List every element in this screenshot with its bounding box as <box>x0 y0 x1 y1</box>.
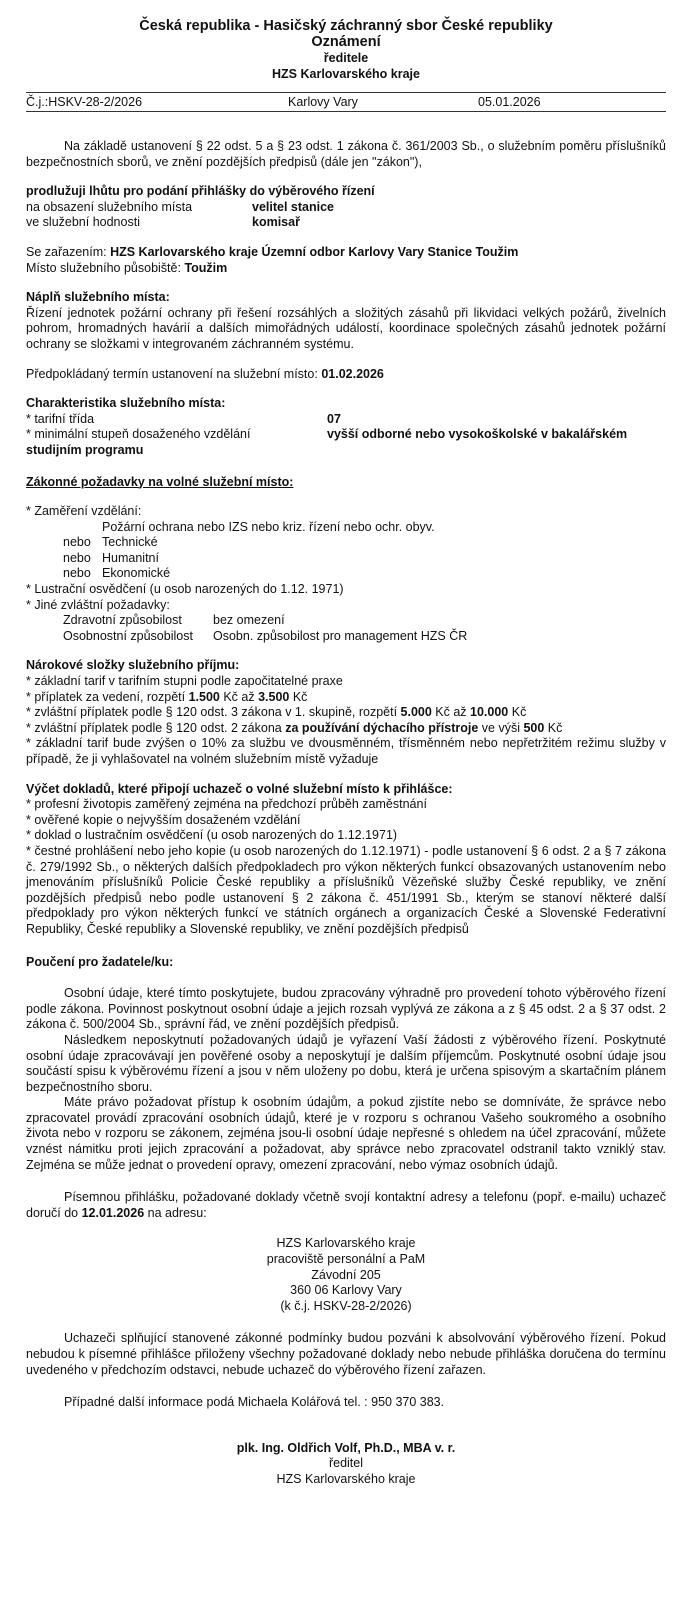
education-focus-label: * Zaměření vzdělání: <box>26 504 142 519</box>
salary-item-5: * základní tarif bude zvýšen o 10% za službu ve dvousměnném, třísměnném nebo nepřetržitém režimu služby v případě, že ji vyhlašovatel na volném služebním místě vyžaduje <box>26 736 666 766</box>
personality-label: Osobnostní způsobilost <box>63 628 193 643</box>
instructions-paragraph-3: Máte právo požadovat přístup k osobním údajům, a pokud zjistíte nebo se domníváte, že správce nebo zpracovatel provádí zpracování osobních údajů, které je v rozporu s ochranou Vašeho soukromého a osobního života nebo v rozporu se zákonem, zejména jsou-li osobní údaje nepřesné s ohledem na účel zpracování, můžete vznést námitku proti jejich zpracování a požadovat, aby správce nebo zpracovatel odstranil takto vzniklý stav. Zejména se může jednat o provedení opravy, omezení zpracování, nebo výmaz osobních údajů. <box>26 1095 666 1172</box>
salary-item-4: * zvláštní příplatek podle § 120 odst. 2 zákona za používání dýchacího přístroje ve výši 500 Kč <box>26 720 563 735</box>
salary-item-1: * základní tarif v tarifním stupni podle započitatelné praxe <box>26 674 343 689</box>
address-line-2: pracoviště personální a PaM <box>266 1252 426 1267</box>
header-line-1: Česká republika - Hasičský záchranný sbor České republiky <box>139 18 553 34</box>
document-item-4: * čestné prohlášení nebo jeho kopie (u osob narozených do 1.12.1971) - podle ustanovení § 6 odst. 2 a § 7 zákona č. 279/1992 Sb., o některých dalších předpokladech pro výkon některých funkcí obsazovaných ustanovením nebo jmenováním příslušníků Policie České republiky a příslušníků Vězeňské služby České republiky, ve znění pozdějších předpisů nebo podle ustanovení § 2 zákona č. 451/1991 Sb., kterým se stanoví některé další předpoklady pro výkon některých funkcí ve státních orgánech a organizacích České a Slovenské Federativní Republiky, České republiky a Slovenské republiky, ve znění pozdějších předpisů <box>26 843 666 936</box>
reference-number: Č.j.:HSKV-28-2/2026 <box>26 95 143 109</box>
document-item-3: * doklad o lustračním osvědčení (u osob narozených do 1.12.1971) <box>26 828 398 843</box>
job-content-block <box>26 290 666 352</box>
requirements-title: Zákonné požadavky na volné služební místo: <box>26 474 294 489</box>
start-term-label: Předpokládaný termín ustanovení na služební místo: <box>26 366 318 381</box>
or-word: nebo <box>63 535 91 550</box>
field-3: Humanitní <box>102 550 159 565</box>
intro-paragraph: Na základě ustanovení § 22 odst. 5 a § 23 odst. 1 zákona č. 361/2003 Sb., o služebním poměru příslušníků bezpečnostních sborů, ve znění pozdějších předpisů (dále jen "zákon"), <box>26 139 666 169</box>
address-line-5: (k č.j. HSKV-28-2/2026) <box>280 1298 412 1313</box>
extension-title: prodlužuji lhůtu pro podání přihlášky do výběrového řízení <box>26 184 375 199</box>
lustration-requirement: * Lustrační osvědčení (u osob narozených do 1.12. 1971) <box>26 582 344 597</box>
instructions-title: Poučení pro žadatele/ku: <box>26 954 174 969</box>
reference-row <box>26 93 666 112</box>
signatory-role: ředitel <box>328 1456 364 1471</box>
or-word: nebo <box>63 566 91 581</box>
signatory-name: plk. Ing. Oldřich Volf, Ph.D., MBA v. r. <box>236 1440 456 1455</box>
document-item-2: * ověřené kopie o nejvyšším dosaženém vzdělání <box>26 812 301 827</box>
documents-title: Výčet dokladů, které připojí uchazeč o volné služební místo k přihlášce: <box>26 781 453 796</box>
salary-block <box>26 658 666 767</box>
characteristics-block <box>26 396 666 458</box>
health-value: bez omezení <box>213 613 285 628</box>
extension-block <box>26 184 666 231</box>
address-block <box>26 1236 666 1314</box>
assignment-value: HZS Karlovarského kraje Územní odbor Karlovy Vary Stanice Toužim <box>110 244 519 259</box>
address-line-1: HZS Karlovarského kraje <box>276 1236 416 1251</box>
instructions-block <box>26 955 666 1174</box>
health-label: Zdravotní způsobilost <box>63 613 182 628</box>
header-line-3: ředitele <box>323 51 369 65</box>
or-word: nebo <box>63 550 91 565</box>
closing-paragraph: Uchazeči splňující stanovené zákonné podmínky budou pozváni k absolvování výběrového řízení. Pokud nebudou k písemné přihlášce přiloženy všechny požadované doklady nebo nebude přihláška doručena do termínu uvedeného v předchozím odstavci, nebude uchazeč do výběrového řízení zařazen. <box>26 1331 666 1377</box>
signatory-org: HZS Karlovarského kraje <box>276 1471 416 1486</box>
signature-block <box>26 1441 666 1488</box>
reference-date: 05.01.2026 <box>478 95 541 109</box>
education-label: * minimální stupeň dosaženého vzdělání <box>26 427 251 442</box>
education-value: vyšší odborné nebo vysokoškolské v bakalářském <box>327 427 628 442</box>
position-label: na obsazení služebního místa <box>26 199 193 214</box>
duty-place-value: Toužim <box>184 260 228 275</box>
salary-item-3: * zvláštní příplatek podle § 120 odst. 3 zákona v 1. skupině, rozpětí 5.000 Kč až 10.000 Kč <box>26 705 527 720</box>
instructions-paragraph-2: Následkem neposkytnutí požadovaných údajů je vyřazení Vaší žádosti z výběrového řízení. Poskytnuté osobní údaje zpracovávají jen pověřené osoby a neposkytují je dalším příjemcům. Poskytnuté osobní údaje jsou součástí spisu k výběrovému řízení a jsou v něm uloženy po dobu, která je určena spisovým a skartačním plánem bezpečnostního sboru. <box>26 1032 666 1094</box>
tariff-class-label: * tarifní třída <box>26 411 95 426</box>
field-1: Požární ochrana nebo IZS nebo kriz. řízení nebo ochr. obyv. <box>102 519 435 534</box>
contact-info: Případné další informace podá Michaela Kolářová tel. : 950 370 383. <box>64 1395 445 1410</box>
job-content-title: Náplň služebního místa: <box>26 290 170 305</box>
document-item-1: * profesní životopis zaměřený zejména na předchozí průběh zaměstnání <box>26 797 427 812</box>
tariff-class-value: 07 <box>327 411 341 426</box>
application-paragraph: Písemnou přihlášku, požadované doklady včetně svojí kontaktní adresy a telefonu (popř. e-mailu) uchazeč doručí do 12.01.2026 na adresu: <box>26 1190 666 1220</box>
instructions-paragraph-1: Osobní údaje, které tímto poskytujete, budou zpracovány výhradně pro provedení tohoto výběrového řízení podle zákona. Povinnost poskytnout osobní údaje a jejich rozsah vyplývá ze zákona a z § 45 odst. 2 a § 37 odst. 2 zákona č. 500/2004 Sb., správní řád, ve znění pozdějších předpisů. <box>26 986 666 1032</box>
address-line-4: 360 06 Karlovy Vary <box>290 1283 402 1298</box>
salary-item-2: * příplatek za vedení, rozpětí 1.500 Kč až 3.500 Kč <box>26 689 308 704</box>
education-value-cont: studijním programu <box>26 442 144 457</box>
start-term-value: 01.02.2026 <box>321 366 384 381</box>
position-value: velitel stanice <box>252 199 334 214</box>
header-line-4: HZS Karlovarského kraje <box>272 67 420 81</box>
documents-block <box>26 782 666 938</box>
personality-value: Osobn. způsobilost pro management HZS ČR <box>213 628 468 643</box>
rank-value: komisař <box>252 215 300 230</box>
address-line-3: Závodní 205 <box>311 1267 381 1282</box>
salary-title: Nárokové složky služebního příjmu: <box>26 658 240 673</box>
other-requirements-label: * Jiné zvláštní požadavky: <box>26 597 170 612</box>
document-header <box>26 18 666 82</box>
start-term <box>26 367 666 383</box>
field-2: Technické <box>102 535 158 550</box>
announcement-document <box>26 0 666 1488</box>
duty-place-label: Místo služebního působiště: <box>26 260 181 275</box>
rank-label: ve služební hodnosti <box>26 215 140 230</box>
assignment-block <box>26 245 666 276</box>
reference-place: Karlovy Vary <box>288 95 358 109</box>
header-title: Oznámení <box>311 34 381 50</box>
application-deadline: 12.01.2026 <box>81 1205 145 1220</box>
requirements-block <box>26 475 666 645</box>
assignment-label: Se zařazením: <box>26 244 107 259</box>
field-4: Ekonomické <box>102 566 171 581</box>
job-content-text: Řízení jednotek požární ochrany při řešení rozsáhlých a složitých zásahů při likvidaci velkých požárů, živelních pohrom, hromadných havárií a dalších mimořádných událostí, koordinace společných zásahů jednotek požární ochrany se složkami v integrovaném záchranném systému. <box>26 305 666 351</box>
characteristics-title: Charakteristika služebního místa: <box>26 396 226 411</box>
